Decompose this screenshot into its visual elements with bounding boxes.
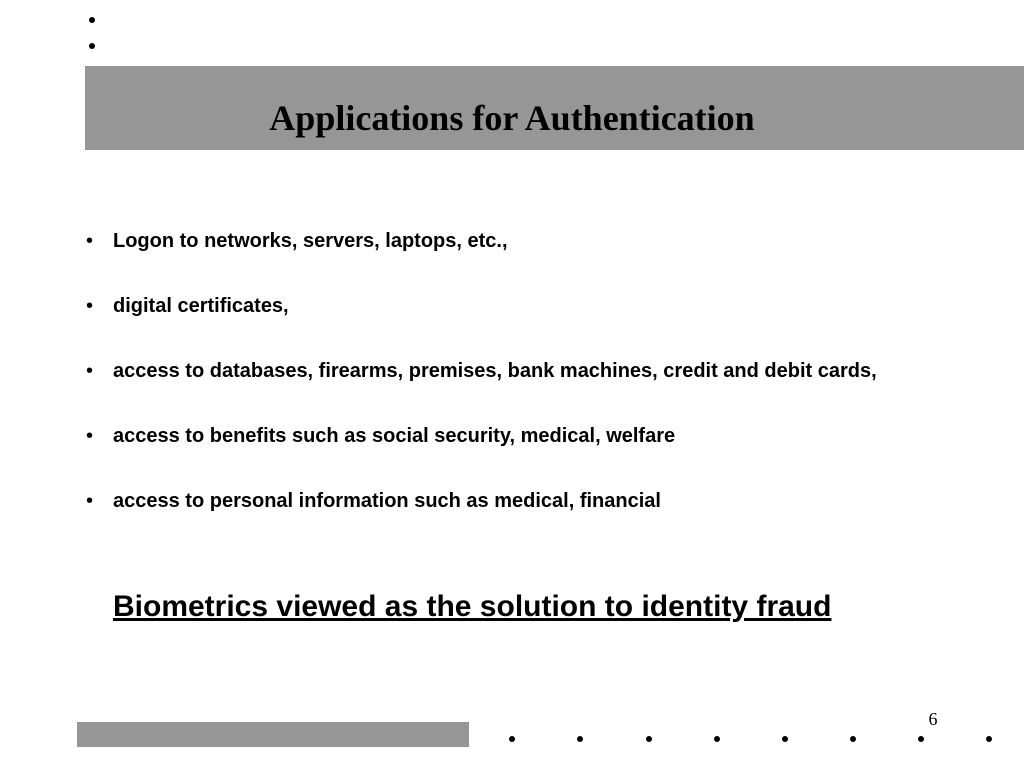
- slide-title: Applications for Authentication: [269, 98, 755, 138]
- bullet-icon: •: [86, 425, 94, 447]
- decorative-dot: [646, 736, 652, 742]
- decorative-dot: [577, 736, 583, 742]
- bullet-text: access to benefits such as social security, medical, welfare: [113, 425, 676, 447]
- page-number: 6: [928, 709, 938, 729]
- bullet-icon: •: [86, 230, 94, 252]
- list-item: [86, 358, 946, 385]
- list-item: [86, 228, 946, 255]
- decorative-dot: [509, 736, 515, 742]
- bullet-list: [86, 228, 946, 553]
- footer-bar: [77, 722, 469, 747]
- bullet-text: access to personal information such as medical, financial: [113, 490, 661, 512]
- decorative-dot: [850, 736, 856, 742]
- decorative-dot: [918, 736, 924, 742]
- bullet-text: access to databases, firearms, premises, bank machines, credit and debit cards,: [113, 360, 877, 382]
- list-item: [86, 488, 946, 515]
- decorative-dot: [782, 736, 788, 742]
- decorative-dot: [714, 736, 720, 742]
- list-item: [86, 423, 946, 450]
- bullet-icon: •: [86, 360, 94, 382]
- conclusion-text: Biometrics viewed as the solution to identity fraud: [113, 590, 832, 623]
- bullet-text: digital certificates,: [113, 295, 289, 317]
- list-item: [86, 293, 946, 320]
- decorative-dot: [89, 43, 95, 49]
- bullet-icon: •: [86, 295, 94, 317]
- decorative-dot: [986, 736, 992, 742]
- bullet-text: Logon to networks, servers, laptops, etc.,: [113, 230, 508, 252]
- bullet-icon: •: [86, 490, 94, 512]
- decorative-dot: [89, 17, 95, 23]
